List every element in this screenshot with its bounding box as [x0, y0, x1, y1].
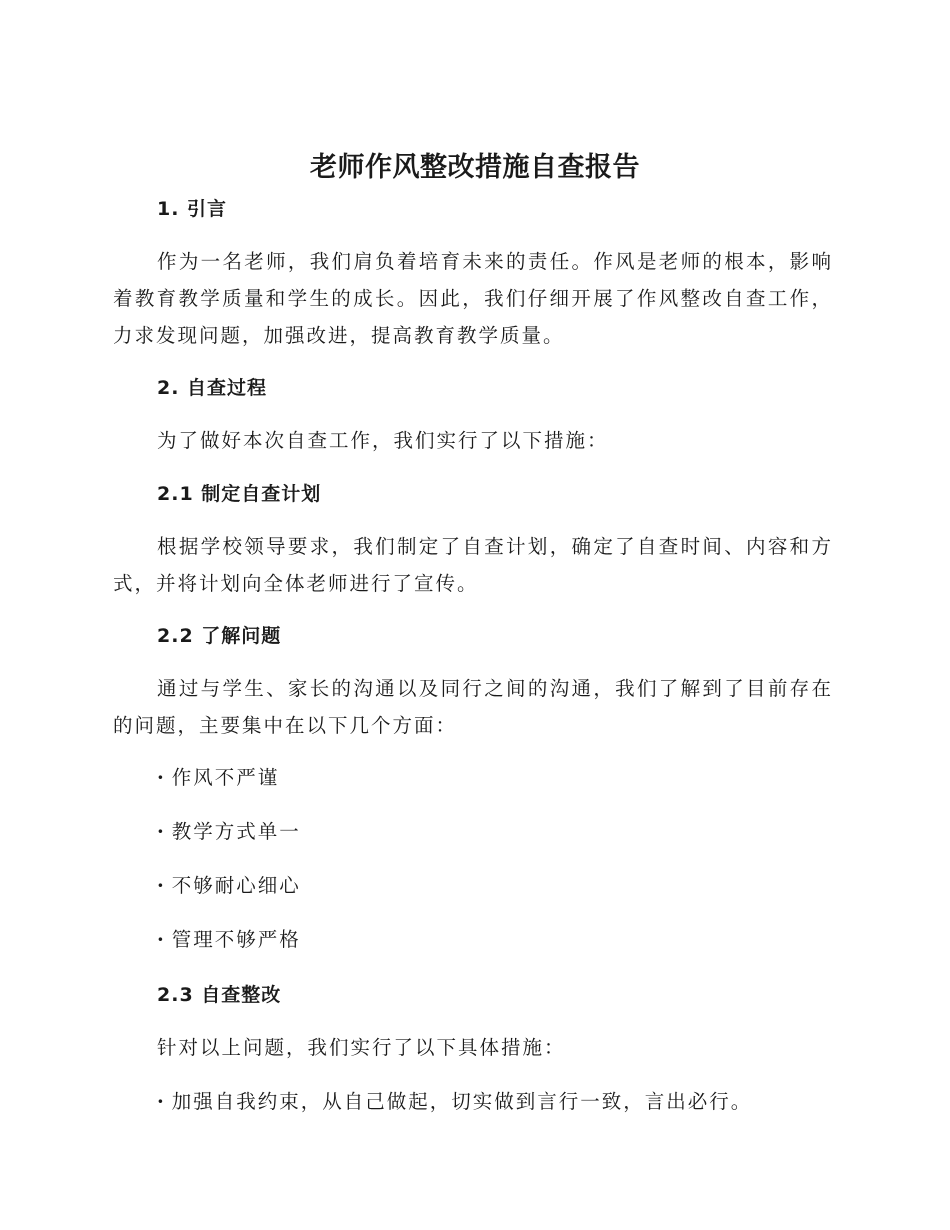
bullet-marker: · [157, 1090, 166, 1113]
list-item [157, 765, 279, 791]
subsection-heading-understand-problems: 2.2 了解问题 [157, 625, 282, 647]
list-item [157, 873, 301, 899]
document-title: 老师作风整改措施自查报告 [310, 152, 640, 183]
list-item-text: 教学方式单一 [171, 820, 301, 843]
list-item-text: 加强自我约束，从自己做起，切实做到言行一致，言出必行。 [171, 1090, 753, 1113]
bullet-marker: · [157, 766, 166, 789]
subsection-heading-self-rectification: 2.3 自查整改 [157, 984, 282, 1006]
subsection-heading-plan: 2.1 制定自查计划 [157, 483, 322, 505]
list-item-text: 管理不够严格 [171, 928, 301, 951]
paragraph-process-intro: 为了做好本次自查工作，我们实行了以下措施： [157, 429, 609, 452]
bullet-marker: · [157, 820, 166, 843]
section-heading-introduction: 1. 引言 [157, 198, 228, 220]
paragraph-plan: 根据学校领导要求，我们制定了自查计划，确定了自查时间、内容和方式，并将计划向全体老师进行了宣传。 [113, 535, 833, 595]
list-item [157, 819, 301, 845]
bullet-marker: · [157, 928, 166, 951]
paragraph-understand-problems: 通过与学生、家长的沟通以及同行之间的沟通，我们了解到了目前存在的问题，主要集中在以下几个方面： [113, 677, 833, 737]
bullet-marker: · [157, 874, 166, 897]
paragraph-rectification-intro: 针对以上问题，我们实行了以下具体措施： [157, 1036, 566, 1059]
paragraph-introduction: 作为一名老师，我们肩负着培育未来的责任。作风是老师的根本，影响着教育教学质量和学生的成长。因此，我们仔细开展了作风整改自查工作，力求发现问题，加强改进，提高教育教学质量。 [113, 250, 833, 347]
section-heading-self-check-process: 2. 自查过程 [157, 377, 268, 399]
list-item-text: 不够耐心细心 [171, 874, 301, 897]
list-item-text: 作风不严谨 [171, 766, 280, 789]
list-item [157, 927, 301, 953]
list-item [157, 1089, 752, 1115]
